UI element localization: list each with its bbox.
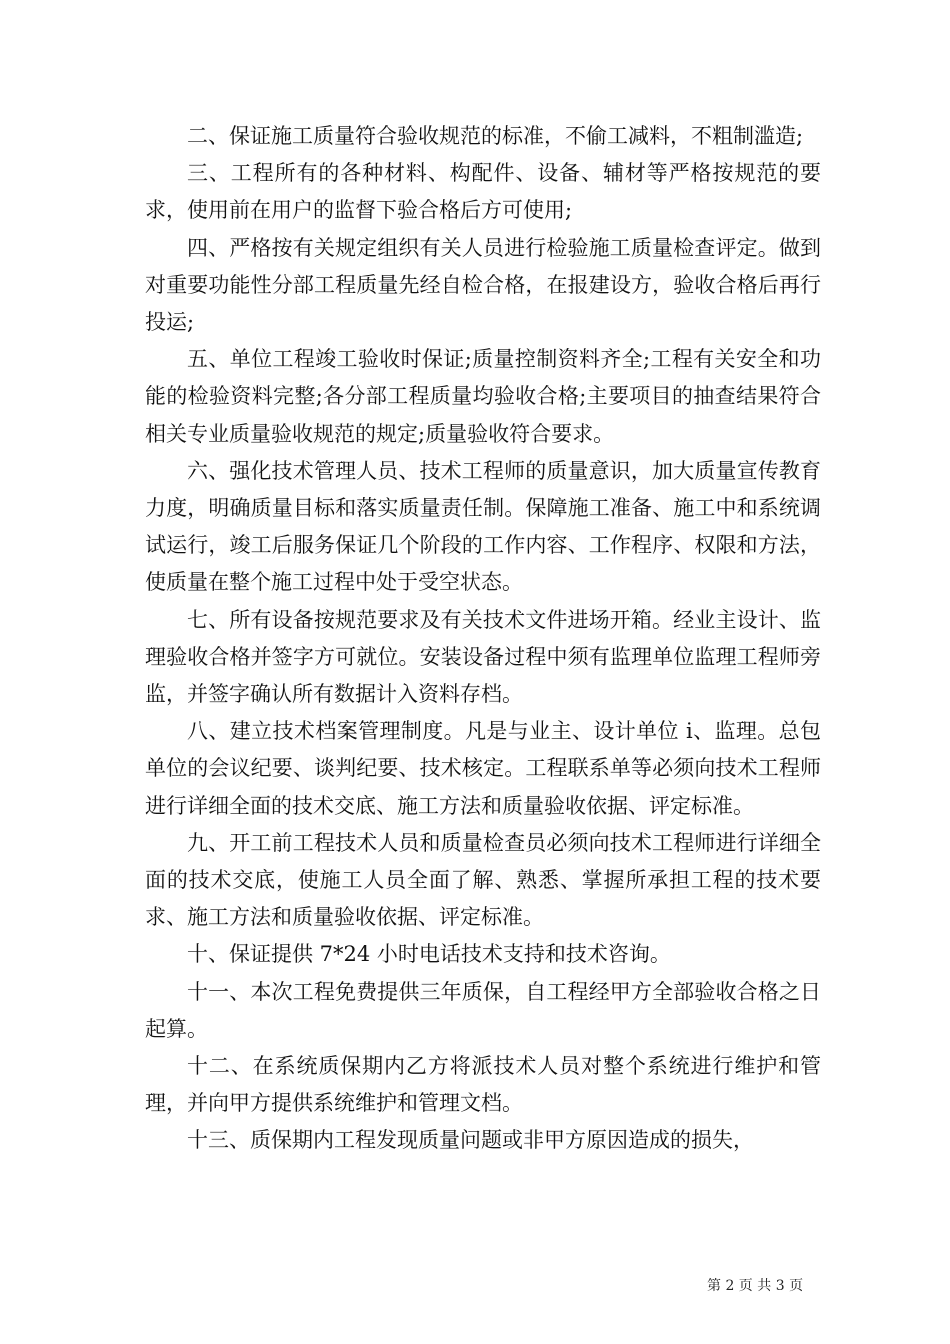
paragraph-3: 三、工程所有的各种材料、构配件、设备、辅材等严格按规范的要求，使用前在用户的监督下验合格后方可使用; (145, 161, 821, 223)
document-body (145, 118, 821, 1160)
paragraph-11: 十一、本次工程免费提供三年质保，自工程经甲方全部验收合格之日起算。 (145, 979, 821, 1041)
paragraph-2: 二、保证施工质量符合验收规范的标准，不偷工减料，不粗制滥造; (187, 124, 804, 148)
page-number-footer: 第 2 页 共 3 页 (707, 1278, 804, 1294)
paragraph-12: 十二、在系统质保期内乙方将派技术人员对整个系统进行维护和管理，并向甲方提供系统维护和管理文档。 (145, 1054, 821, 1116)
paragraph-7: 七、所有设备按规范要求及有关技术文件进场开箱。经业主设计、监理验收合格并签字方可就位。安装设备过程中须有监理单位监理工程师旁监，并签字确认所有数据计入资料存档。 (145, 607, 821, 707)
paragraph-9: 九、开工前工程技术人员和质量检查员必须向技术工程师进行详细全面的技术交底，使施工人员全面了解、熟悉、掌握所承担工程的技术要求、施工方法和质量验收依据、评定标准。 (145, 830, 821, 930)
paragraph-13: 十三、质保期内工程发现质量问题或非甲方原因造成的损失， (187, 1128, 754, 1153)
paragraph-10: 十、保证提供 7*24 小时电话技术支持和技术咨询。 (187, 942, 671, 967)
paragraph-4: 四、严格按有关规定组织有关人员进行检验施工质量检查评定。做到对重要功能性分部工程质量先经自检合格，在报建设方，验收合格后再行投运; (145, 235, 821, 335)
paragraph-5: 五、单位工程竣工验收时保证;质量控制资料齐全;工程有关安全和功能的检验资料完整;各分部工程质量均验收合格;主要项目的抽查结果符合相关专业质量验收规范的规定;质量验收符合要求。 (145, 347, 821, 446)
paragraph-8: 八、建立技术档案管理制度。凡是与业主、设计单位 i、监理。总包单位的会议纪要、谈判纪要、技术核定。工程联系单等必须向技术工程师进行详细全面的技术交底、施工方法和质量验收依据、评定标准。 (145, 719, 821, 818)
paragraph-6: 六、强化技术管理人员、技术工程师的质量意识，加大质量宣传教育力度，明确质量目标和落实质量责任制。保障施工准备、施工中和系统调试运行，竣工后服务保证几个阶段的工作内容、工作程序、权限和方法，使质量在整个施工过程中处于受空状态。 (145, 458, 821, 595)
